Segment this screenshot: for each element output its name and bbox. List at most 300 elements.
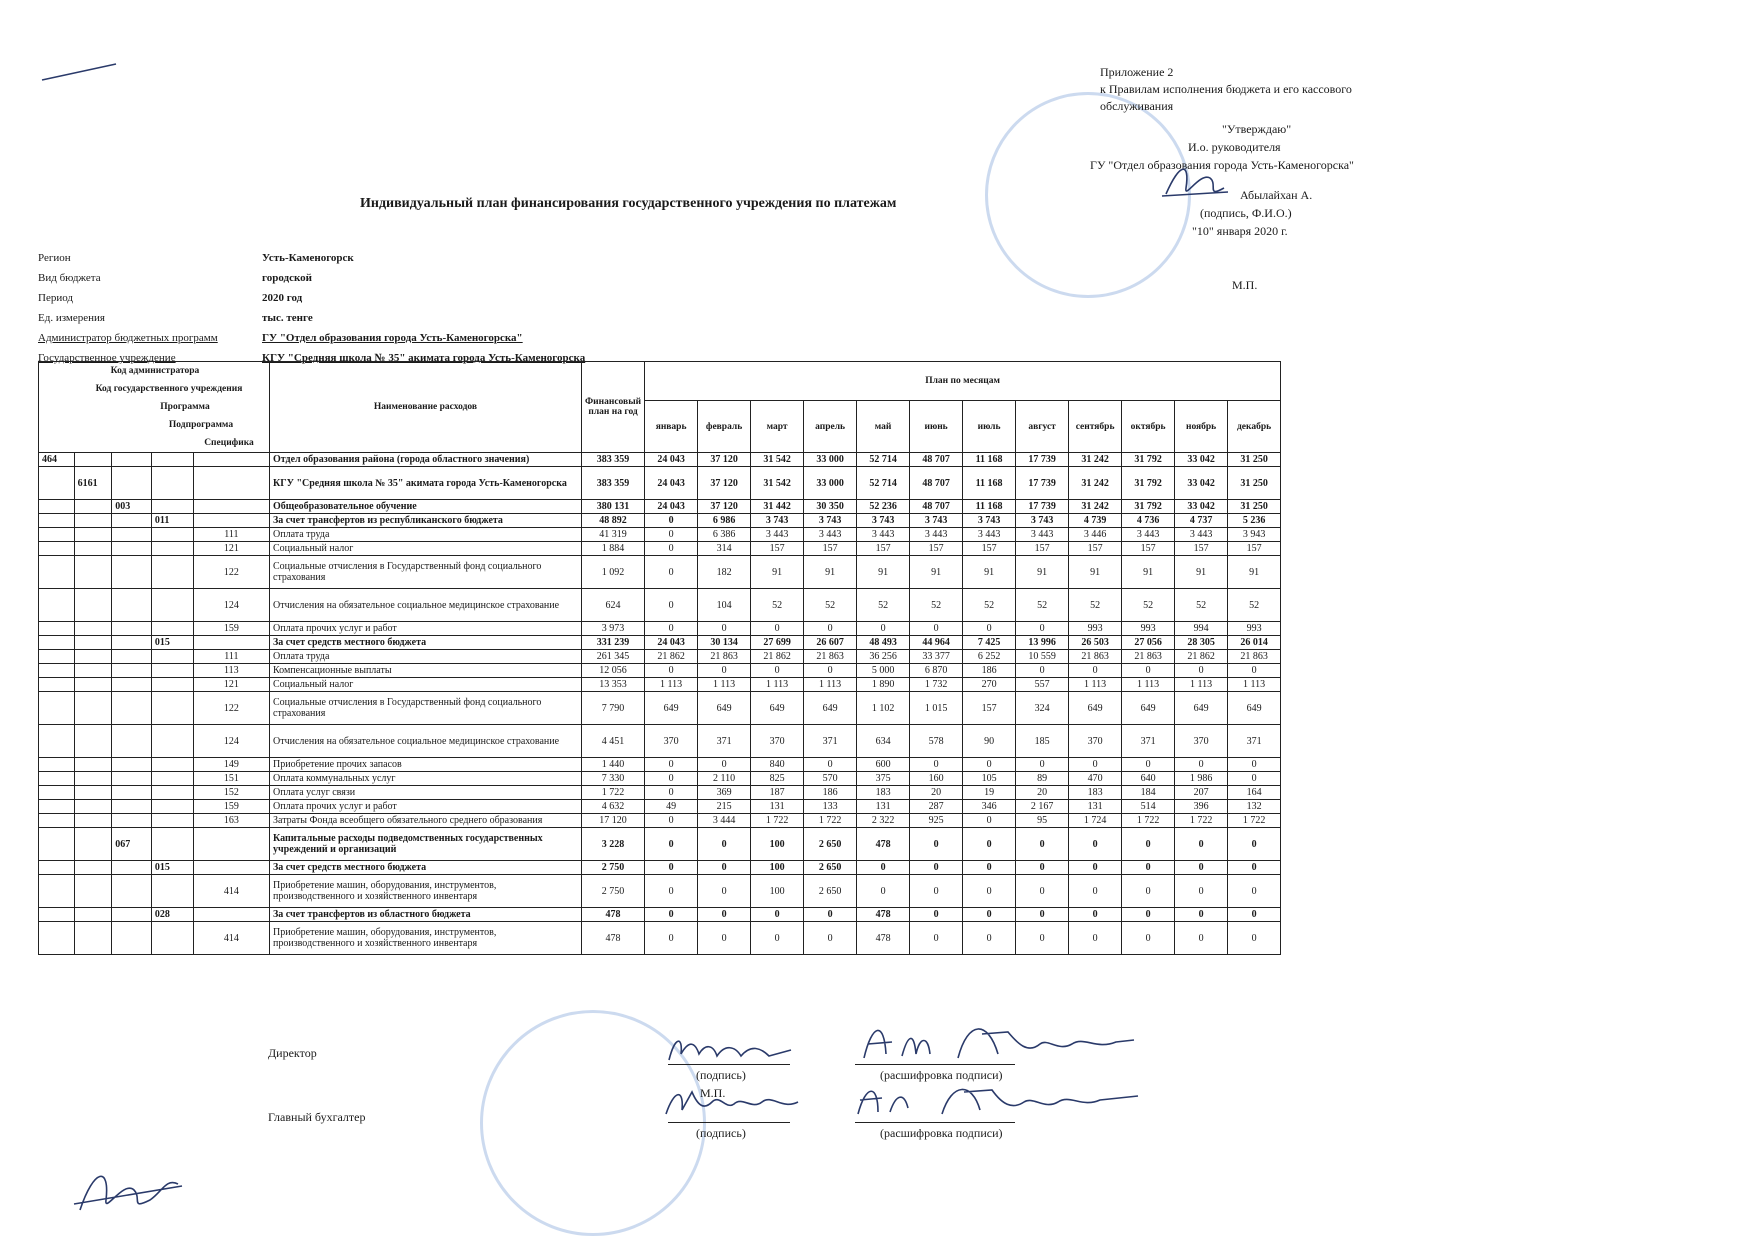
code-cell: 015 [151, 861, 193, 875]
table-row [39, 772, 1281, 786]
month-value: 0 [1228, 861, 1281, 875]
code-cell [74, 528, 112, 542]
month-value: 0 [698, 922, 751, 955]
month-value: 2 650 [804, 875, 857, 908]
code-cell [112, 678, 152, 692]
month-value: 90 [963, 725, 1016, 758]
month-value: 3 743 [963, 514, 1016, 528]
code-cell [74, 861, 112, 875]
month-value: 3 743 [804, 514, 857, 528]
director-label: Директор [268, 1046, 317, 1060]
month-value: 1 113 [751, 678, 804, 692]
month-value: 182 [698, 556, 751, 589]
code-cell: 163 [193, 814, 269, 828]
expense-name: Отчисления на обязательное социальное медицинское страхование [270, 589, 582, 622]
expense-name: Отчисления на обязательное социальное медицинское страхование [270, 725, 582, 758]
month-value: 0 [1069, 908, 1122, 922]
code-cell [74, 453, 112, 467]
code-cell [39, 814, 75, 828]
expense-name: За счет трансфертов из областного бюджета [270, 908, 582, 922]
month-value: 131 [751, 800, 804, 814]
table-row [39, 922, 1281, 955]
annual-total: 2 750 [582, 875, 645, 908]
month-value: 91 [804, 556, 857, 589]
month-value: 0 [645, 664, 698, 678]
month-header: сентябрь [1069, 401, 1122, 453]
table-row [39, 725, 1281, 758]
code-cell [74, 514, 112, 528]
code-cell [151, 453, 193, 467]
table-row [39, 861, 1281, 875]
month-value: 0 [1069, 664, 1122, 678]
accountant-sign-label: (подпись) [696, 1126, 746, 1140]
code-cell [74, 875, 112, 908]
annual-total: 1 722 [582, 786, 645, 800]
month-value: 375 [857, 772, 910, 786]
meta-label: Регион [38, 252, 71, 264]
financing-table [38, 361, 1281, 955]
month-value: 649 [645, 692, 698, 725]
month-value: 52 236 [857, 500, 910, 514]
month-header: март [751, 401, 804, 453]
table-row [39, 622, 1281, 636]
table-row [39, 875, 1281, 908]
code-cell [74, 500, 112, 514]
expense-name: Отдел образования района (города областного значения) [270, 453, 582, 467]
month-value: 0 [645, 786, 698, 800]
expense-name: Компенсационные выплаты [270, 664, 582, 678]
initials-scribble [70, 1160, 190, 1220]
month-value: 52 [1069, 589, 1122, 622]
month-value: 3 443 [1175, 528, 1228, 542]
month-value: 0 [645, 908, 698, 922]
code-cell: 011 [151, 514, 193, 528]
month-value: 2 322 [857, 814, 910, 828]
expense-name: Социальные отчисления в Государственный фонд социального страхования [270, 556, 582, 589]
month-value: 825 [751, 772, 804, 786]
month-value: 91 [857, 556, 910, 589]
month-value: 0 [645, 528, 698, 542]
month-value: 4 737 [1175, 514, 1228, 528]
annual-total: 7 330 [582, 772, 645, 786]
month-value: 4 736 [1122, 514, 1175, 528]
director-decode-label: (расшифровка подписи) [880, 1068, 1003, 1082]
code-cell [74, 556, 112, 589]
chief-accountant-label: Главный бухгалтер [268, 1110, 366, 1124]
month-header: октябрь [1122, 401, 1175, 453]
month-value: 0 [1228, 875, 1281, 908]
month-value: 157 [1175, 542, 1228, 556]
month-value: 649 [1069, 692, 1122, 725]
code-cell [112, 589, 152, 622]
month-value: 370 [645, 725, 698, 758]
month-value: 31 250 [1228, 467, 1281, 500]
expense-name: Оплата прочих услуг и работ [270, 622, 582, 636]
month-value: 52 [963, 589, 1016, 622]
month-value: 105 [963, 772, 1016, 786]
month-value: 2 167 [1016, 800, 1069, 814]
month-value: 1 113 [1175, 678, 1228, 692]
code-header: Код государственного учреждения [95, 384, 243, 394]
month-value: 1 722 [751, 814, 804, 828]
month-header: май [857, 401, 910, 453]
code-cell: 067 [112, 828, 152, 861]
meta-value: городской [262, 272, 312, 284]
month-value: 0 [963, 922, 1016, 955]
director-sign-label: (подпись) [696, 1068, 746, 1082]
annual-total: 624 [582, 589, 645, 622]
code-cell: 111 [193, 528, 269, 542]
month-value: 1 722 [1175, 814, 1228, 828]
code-cell [193, 908, 269, 922]
code-header: Код администратора [110, 366, 200, 376]
code-cell: 149 [193, 758, 269, 772]
annual-total: 41 319 [582, 528, 645, 542]
month-value: 1 722 [1228, 814, 1281, 828]
annual-total: 48 892 [582, 514, 645, 528]
month-value: 3 743 [1016, 514, 1069, 528]
month-header: январь [645, 401, 698, 453]
code-cell [39, 650, 75, 664]
month-value: 0 [645, 514, 698, 528]
month-value: 0 [1175, 664, 1228, 678]
month-value: 0 [1069, 922, 1122, 955]
code-cell [112, 692, 152, 725]
code-cell [39, 908, 75, 922]
month-value: 24 043 [645, 500, 698, 514]
annual-total: 1 440 [582, 758, 645, 772]
expense-name: Приобретение машин, оборудования, инструментов, производственного и хозяйственного инвентаря [270, 875, 582, 908]
expense-name: За счет средств местного бюджета [270, 861, 582, 875]
annual-total: 3 228 [582, 828, 645, 861]
code-cell [151, 467, 193, 500]
month-value: 0 [698, 908, 751, 922]
code-cell: 151 [193, 772, 269, 786]
code-header: Подпрограмма [168, 420, 234, 430]
month-value: 31 542 [751, 453, 804, 467]
appendix-line-3: обслуживания [1100, 99, 1174, 113]
month-value: 0 [1016, 875, 1069, 908]
month-value: 33 000 [804, 467, 857, 500]
code-cell [39, 725, 75, 758]
month-value: 5 236 [1228, 514, 1281, 528]
code-cell [74, 692, 112, 725]
code-cell [112, 664, 152, 678]
month-value: 0 [1175, 828, 1228, 861]
month-value: 160 [910, 772, 963, 786]
month-value: 0 [1228, 828, 1281, 861]
annual-total: 478 [582, 922, 645, 955]
approver-name: Абылайхан А. [1240, 188, 1313, 202]
month-value: 570 [804, 772, 857, 786]
code-cell: 121 [193, 678, 269, 692]
approve-word: "Утверждаю" [1222, 122, 1292, 136]
expense-name: Общеобразовательное обучение [270, 500, 582, 514]
month-value: 0 [1122, 664, 1175, 678]
month-value: 3 443 [1122, 528, 1175, 542]
month-value: 31 242 [1069, 500, 1122, 514]
table-row [39, 828, 1281, 861]
code-cell [193, 500, 269, 514]
code-cell [39, 772, 75, 786]
code-cell [151, 758, 193, 772]
month-value: 1 113 [1069, 678, 1122, 692]
month-value: 3 743 [751, 514, 804, 528]
month-value: 100 [751, 875, 804, 908]
code-cell: 028 [151, 908, 193, 922]
month-value: 52 [751, 589, 804, 622]
approver-signature [1160, 158, 1230, 204]
expense-name: КГУ "Средняя школа № 35" акимата города Усть-Каменогорска [270, 467, 582, 500]
code-cell [39, 664, 75, 678]
month-value: 37 120 [698, 467, 751, 500]
month-value: 270 [963, 678, 1016, 692]
month-value: 0 [751, 664, 804, 678]
code-cell [151, 800, 193, 814]
code-cell [112, 622, 152, 636]
month-value: 0 [910, 622, 963, 636]
approver-sign-label: (подпись, Ф.И.О.) [1200, 206, 1292, 220]
code-cell [151, 828, 193, 861]
month-value: 52 714 [857, 453, 910, 467]
month-value: 0 [1122, 875, 1175, 908]
code-cell [74, 908, 112, 922]
monthly-plan-header: План по месяцам [645, 362, 1281, 401]
meta-value: Усть-Каменогорск [262, 252, 354, 264]
month-value: 1 113 [1122, 678, 1175, 692]
code-cell [39, 786, 75, 800]
month-value: 0 [1228, 664, 1281, 678]
month-value: 0 [1016, 664, 1069, 678]
month-value: 371 [1122, 725, 1175, 758]
table-row [39, 514, 1281, 528]
code-cell: 113 [193, 664, 269, 678]
month-value: 0 [645, 922, 698, 955]
month-value: 187 [751, 786, 804, 800]
code-cell [112, 861, 152, 875]
code-cell [74, 678, 112, 692]
code-cell [112, 922, 152, 955]
month-value: 37 120 [698, 453, 751, 467]
month-value: 0 [645, 758, 698, 772]
month-value: 31 792 [1122, 500, 1175, 514]
month-value: 0 [645, 861, 698, 875]
month-value: 31 792 [1122, 453, 1175, 467]
month-header: декабрь [1228, 401, 1281, 453]
month-value: 4 739 [1069, 514, 1122, 528]
month-value: 3 943 [1228, 528, 1281, 542]
expense-name: Оплата услуг связи [270, 786, 582, 800]
meta-value: тыс. тенге [262, 312, 313, 324]
month-value: 185 [1016, 725, 1069, 758]
month-value: 470 [1069, 772, 1122, 786]
month-value: 6 252 [963, 650, 1016, 664]
month-value: 26 607 [804, 636, 857, 650]
month-value: 0 [804, 622, 857, 636]
month-value: 21 862 [751, 650, 804, 664]
code-cell [74, 786, 112, 800]
code-cell: 122 [193, 692, 269, 725]
month-header: июль [963, 401, 1016, 453]
month-value: 164 [1228, 786, 1281, 800]
month-value: 157 [751, 542, 804, 556]
code-cell [112, 556, 152, 589]
code-cell [151, 622, 193, 636]
month-value: 0 [963, 875, 1016, 908]
month-value: 6 986 [698, 514, 751, 528]
month-value: 0 [1016, 908, 1069, 922]
month-value: 157 [963, 692, 1016, 725]
month-value: 1 015 [910, 692, 963, 725]
month-value: 21 862 [1175, 650, 1228, 664]
annual-total: 331 239 [582, 636, 645, 650]
code-cell [74, 725, 112, 758]
month-value: 1 102 [857, 692, 910, 725]
code-headers [39, 362, 270, 453]
expense-name: Оплата труда [270, 650, 582, 664]
month-value: 0 [1228, 922, 1281, 955]
month-value: 649 [804, 692, 857, 725]
month-value: 17 739 [1016, 500, 1069, 514]
annual-total: 383 359 [582, 467, 645, 500]
month-value: 89 [1016, 772, 1069, 786]
month-value: 91 [1228, 556, 1281, 589]
code-cell: 159 [193, 622, 269, 636]
code-cell [151, 786, 193, 800]
month-value: 52 [804, 589, 857, 622]
annual-total: 380 131 [582, 500, 645, 514]
annual-total: 1 884 [582, 542, 645, 556]
month-value: 478 [857, 828, 910, 861]
month-value: 0 [1175, 922, 1228, 955]
annual-total: 478 [582, 908, 645, 922]
month-value: 371 [698, 725, 751, 758]
code-cell [112, 453, 152, 467]
code-cell [151, 556, 193, 589]
month-value: 3 443 [910, 528, 963, 542]
month-value: 52 714 [857, 467, 910, 500]
code-cell [151, 922, 193, 955]
month-value: 95 [1016, 814, 1069, 828]
month-value: 27 056 [1122, 636, 1175, 650]
code-cell [151, 814, 193, 828]
expense-name: Оплата труда [270, 528, 582, 542]
code-cell [39, 542, 75, 556]
month-value: 24 043 [645, 636, 698, 650]
month-value: 33 377 [910, 650, 963, 664]
month-value: 0 [698, 875, 751, 908]
table-row [39, 528, 1281, 542]
month-value: 52 [1228, 589, 1281, 622]
month-value: 3 443 [804, 528, 857, 542]
month-value: 91 [963, 556, 1016, 589]
code-cell [151, 692, 193, 725]
code-cell [112, 786, 152, 800]
month-value: 0 [1122, 828, 1175, 861]
code-cell [112, 725, 152, 758]
month-value: 2 110 [698, 772, 751, 786]
month-value: 0 [1016, 922, 1069, 955]
code-cell [151, 650, 193, 664]
month-value: 131 [857, 800, 910, 814]
code-cell [151, 875, 193, 908]
month-value: 993 [1122, 622, 1175, 636]
code-cell: 152 [193, 786, 269, 800]
month-value: 1 986 [1175, 772, 1228, 786]
month-value: 11 168 [963, 500, 1016, 514]
code-cell [74, 622, 112, 636]
month-value: 2 650 [804, 828, 857, 861]
month-value: 0 [963, 622, 1016, 636]
code-cell [112, 636, 152, 650]
code-cell [39, 758, 75, 772]
month-value: 0 [1175, 875, 1228, 908]
approver-position: И.о. руководителя [1188, 140, 1281, 154]
month-value: 31 250 [1228, 453, 1281, 467]
code-cell [151, 500, 193, 514]
month-value: 20 [910, 786, 963, 800]
month-value: 24 043 [645, 467, 698, 500]
month-value: 44 964 [910, 636, 963, 650]
month-value: 1 732 [910, 678, 963, 692]
code-cell [151, 678, 193, 692]
month-value: 370 [751, 725, 804, 758]
code-cell [39, 622, 75, 636]
month-value: 100 [751, 828, 804, 861]
code-cell [74, 664, 112, 678]
code-cell [39, 514, 75, 528]
month-value: 3 443 [857, 528, 910, 542]
month-value: 48 493 [857, 636, 910, 650]
table-row [39, 650, 1281, 664]
month-value: 183 [1069, 786, 1122, 800]
month-value: 132 [1228, 800, 1281, 814]
code-cell [74, 650, 112, 664]
month-value: 31 442 [751, 500, 804, 514]
code-cell [39, 922, 75, 955]
month-value: 52 [1122, 589, 1175, 622]
code-cell: 124 [193, 589, 269, 622]
month-value: 370 [1175, 725, 1228, 758]
month-value: 0 [645, 556, 698, 589]
month-value: 215 [698, 800, 751, 814]
month-value: 0 [698, 622, 751, 636]
table-row [39, 542, 1281, 556]
code-cell: 122 [193, 556, 269, 589]
approval-block [1090, 120, 1400, 240]
month-value: 19 [963, 786, 1016, 800]
month-header: август [1016, 401, 1069, 453]
code-cell [193, 636, 269, 650]
code-cell [193, 828, 269, 861]
month-value: 17 739 [1016, 467, 1069, 500]
meta-value: КГУ "Средняя школа № 35" акимата города Усть-Каменогорска [262, 352, 586, 364]
month-value: 640 [1122, 772, 1175, 786]
code-cell [151, 528, 193, 542]
month-value: 10 559 [1016, 650, 1069, 664]
table-row [39, 664, 1281, 678]
code-header: Специфика [204, 438, 254, 448]
code-cell: 464 [39, 453, 75, 467]
month-value: 36 256 [857, 650, 910, 664]
month-value: 0 [804, 758, 857, 772]
month-value: 6 870 [910, 664, 963, 678]
month-value: 20 [1016, 786, 1069, 800]
code-cell [39, 828, 75, 861]
month-value: 0 [645, 828, 698, 861]
month-value: 5 000 [857, 664, 910, 678]
month-value: 0 [1016, 758, 1069, 772]
